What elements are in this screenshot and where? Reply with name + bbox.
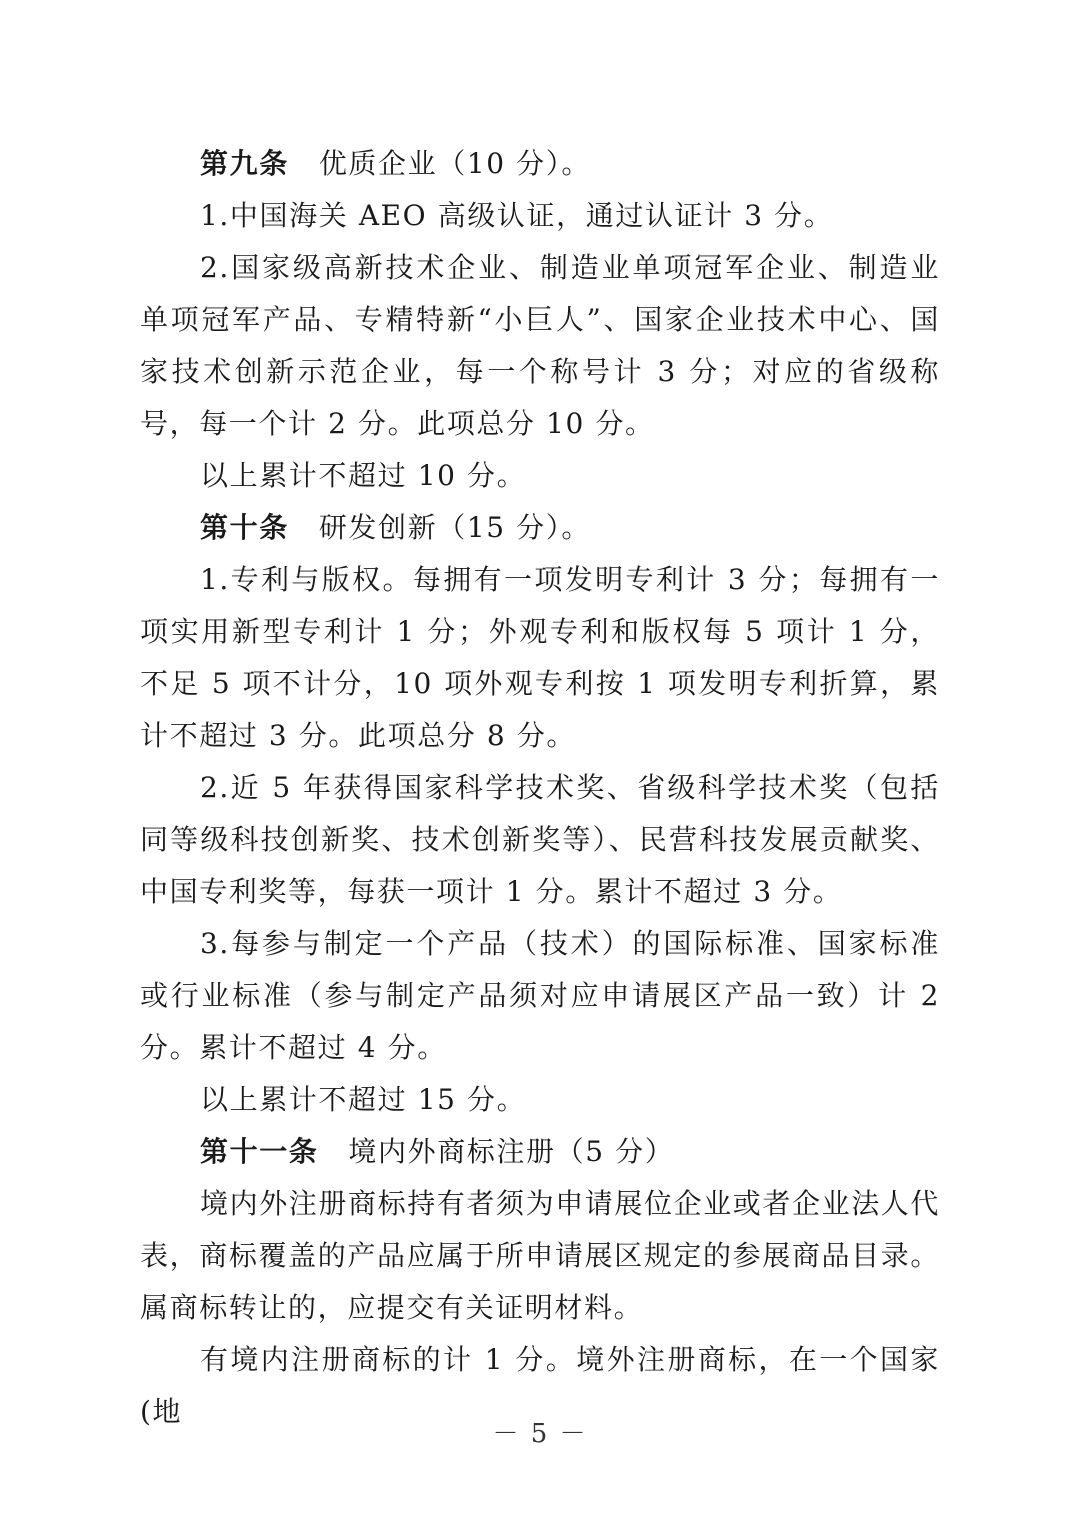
article-10-item-3: 3.每参与制定一个产品（技术）的国际标准、国家标准或行业标准（参与制定产品须对应申请展区产品一致）计 2 分。累计不超过 4 分。 (140, 927, 940, 1064)
article-9-heading (140, 138, 940, 190)
article-9-item-2: 2.国家级高新技术企业、制造业单项冠军企业、制造业单项冠军产品、专精特新“小巨人”、国家企业技术中心、国家技术创新示范企业，每一个称号计 3 分；对应的省级称号，每一个计 2 分。此项总分 10 分。 (140, 251, 940, 440)
article-11-label: 第十一条 (200, 1135, 319, 1168)
article-10-item-2: 2.近 5 年获得国家科学技术奖、省级科学技术奖（包括同等级科技创新奖、技术创新奖等）、民营科技发展贡献奖、中国专利奖等，每获一项计 1 分。累计不超过 3 分。 (140, 771, 940, 908)
article-9-label: 第九条 (200, 147, 289, 180)
article-10-item-1: 1.专利与版权。每拥有一项发明专利计 3 分；每拥有一项实用新型专利计 1 分；外观专利和版权每 5 项计 1 分，不足 5 项不计分，10 项外观专利按 1 项发明专利折算，累计不超过 3 分。此项总分 8 分。 (140, 563, 940, 752)
article-9-title: 优质企业（10 分）。 (318, 147, 591, 180)
document-body (140, 138, 940, 1438)
article-10-title: 研发创新（15 分）。 (318, 511, 591, 544)
article-11-paragraph-1: 境内外注册商标持有者须为申请展位企业或者企业法人代表，商标覆盖的产品应属于所申请展区规定的参展商品目录。属商标转让的，应提交有关证明材料。 (140, 1187, 941, 1324)
article-11-paragraph-2: 有境内注册商标的计 1 分。境外注册商标，在一个国家(地 (140, 1343, 940, 1428)
article-9-item-1: 1.中国海关 AEO 高级认证，通过认证计 3 分。 (200, 199, 834, 232)
article-10-summary: 以上累计不超过 15 分。 (200, 1083, 527, 1116)
article-10-label: 第十条 (200, 511, 289, 544)
article-11-title: 境内外商标注册（5 分） (348, 1135, 675, 1168)
article-11-heading (140, 1126, 940, 1178)
article-10-heading (140, 502, 940, 554)
article-9-summary: 以上累计不超过 10 分。 (200, 459, 527, 492)
page-number: － 5 － (492, 1419, 588, 1449)
